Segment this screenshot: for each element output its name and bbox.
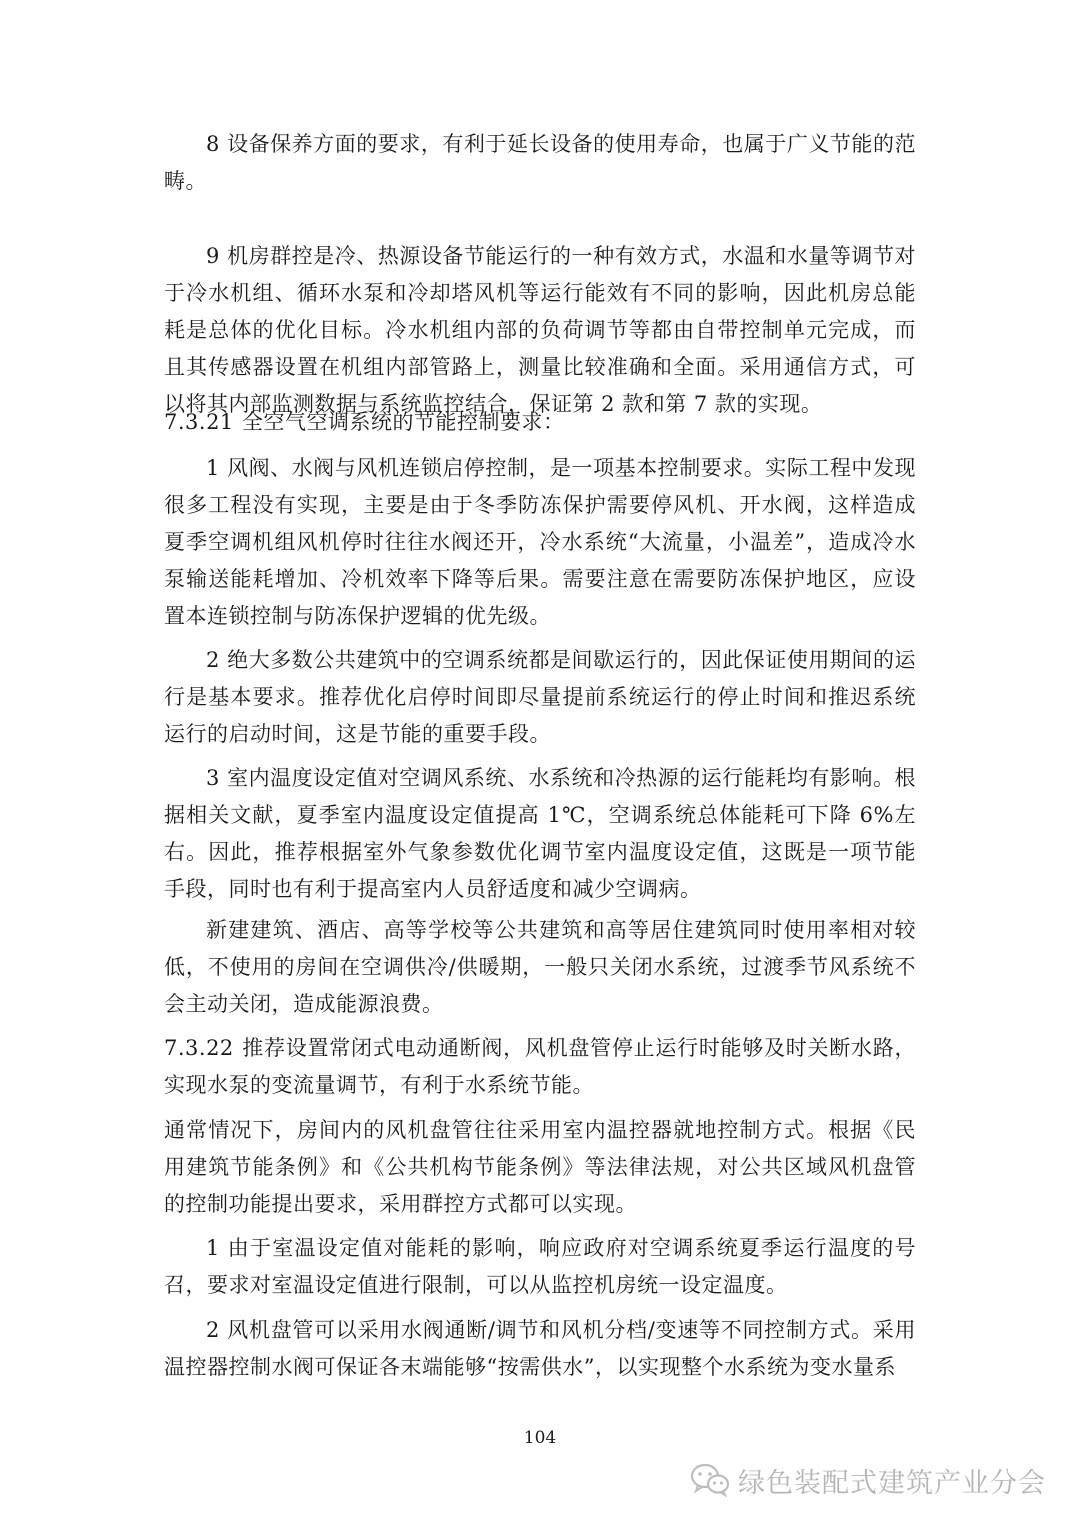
clause-title: 全空气空调系统的节能控制要求： bbox=[242, 410, 565, 434]
wechat-icon bbox=[690, 1463, 730, 1497]
clause-number: 7.3.21 bbox=[164, 410, 234, 434]
watermark bbox=[690, 1458, 1046, 1502]
paragraph-item-7-3-22-1: 1 由于室温设定值对能耗的影响，响应政府对空调系统夏季运行温度的号召，要求对室温设定值进行限制，可以从监控机房统一设定温度。 bbox=[164, 1236, 916, 1297]
paragraph-fan-coil-general: 通常情况下，房间内的风机盘管往往采用室内温控器就地控制方式。根据《民用建筑节能条例》和《公共机构节能条例》等法律法规，对公共区域风机盘管的控制功能提出要求，采用群控方式都可以实现。 bbox=[164, 1118, 916, 1216]
page-number: 104 bbox=[523, 1428, 557, 1448]
watermark-text: 绿色装配式建筑产业分会 bbox=[738, 1467, 1046, 1499]
clause-7-3-21-heading bbox=[164, 404, 916, 441]
clause-number: 7.3.22 bbox=[164, 1036, 234, 1060]
paragraph-item-8: 8 设备保养方面的要求，有利于延长设备的使用寿命，也属于广义节能的范畴。 bbox=[164, 132, 916, 193]
paragraph-new-buildings: 新建建筑、酒店、高等学校等公共建筑和高等居住建筑同时使用率相对较低，不使用的房间在空调供冷/供暖期，一般只关闭水系统，过渡季节风系统不会主动关闭，造成能源浪费。 bbox=[164, 918, 916, 1016]
paragraph-item-7-3-21-2: 2 绝大多数公共建筑中的空调系统都是间歇运行的，因此保证使用期间的运行是基本要求。推荐优化启停时间即尽量提前系统运行的停止时间和推迟系统运行的启动时间，这是节能的重要手段。 bbox=[164, 648, 916, 746]
paragraph-item-9: 9 机房群控是冷、热源设备节能运行的一种有效方式，水温和水量等调节对于冷水机组、循环水泵和冷却塔风机等运行能效有不同的影响，因此机房总能耗是总体的优化目标。冷水机组内部的负荷调节等都由自带控制单元完成，而且其传感器设置在机组内部管路上，测量比较准确和全面。采用通信方式，可以将其内部监测数据与系统监控结合，保证第 2 款和第 7 款的实现。 bbox=[164, 244, 916, 416]
clause-text: 推荐设置常闭式电动通断阀，风机盘管停止运行时能够及时关断水路，实现水泵的变流量调节，有利于水系统节能。 bbox=[164, 1036, 916, 1097]
clause-7-3-22 bbox=[164, 1030, 916, 1104]
paragraph-item-7-3-21-1: 1 风阀、水阀与风机连锁启停控制，是一项基本控制要求。实际工程中发现很多工程没有实现，主要是由于冬季防冻保护需要停风机、开水阀，这样造成夏季空调机组风机停时往往水阀还开，冷水系统“大流量，小温差”，造成冷水泵输送能耗增加、冷机效率下降等后果。需要注意在需要防冻保护地区，应设置本连锁控制与防冻保护逻辑的优先级。 bbox=[164, 456, 916, 628]
paragraph-item-7-3-22-2: 2 风机盘管可以采用水阀通断/调节和风机分档/变速等不同控制方式。采用温控器控制水阀可保证各末端能够“按需供水”，以实现整个水系统为变水量系 bbox=[164, 1318, 916, 1379]
paragraph-item-7-3-21-3: 3 室内温度设定值对空调风系统、水系统和冷热源的运行能耗均有影响。根据相关文献，夏季室内温度设定值提高 1℃，空调系统总体能耗可下降 6%左右。因此，推荐根据室外气象参数优化调节室内温度设定值，这既是一项节能手段，同时也有利于提高室内人员舒适度和减少空调病。 bbox=[164, 766, 916, 901]
